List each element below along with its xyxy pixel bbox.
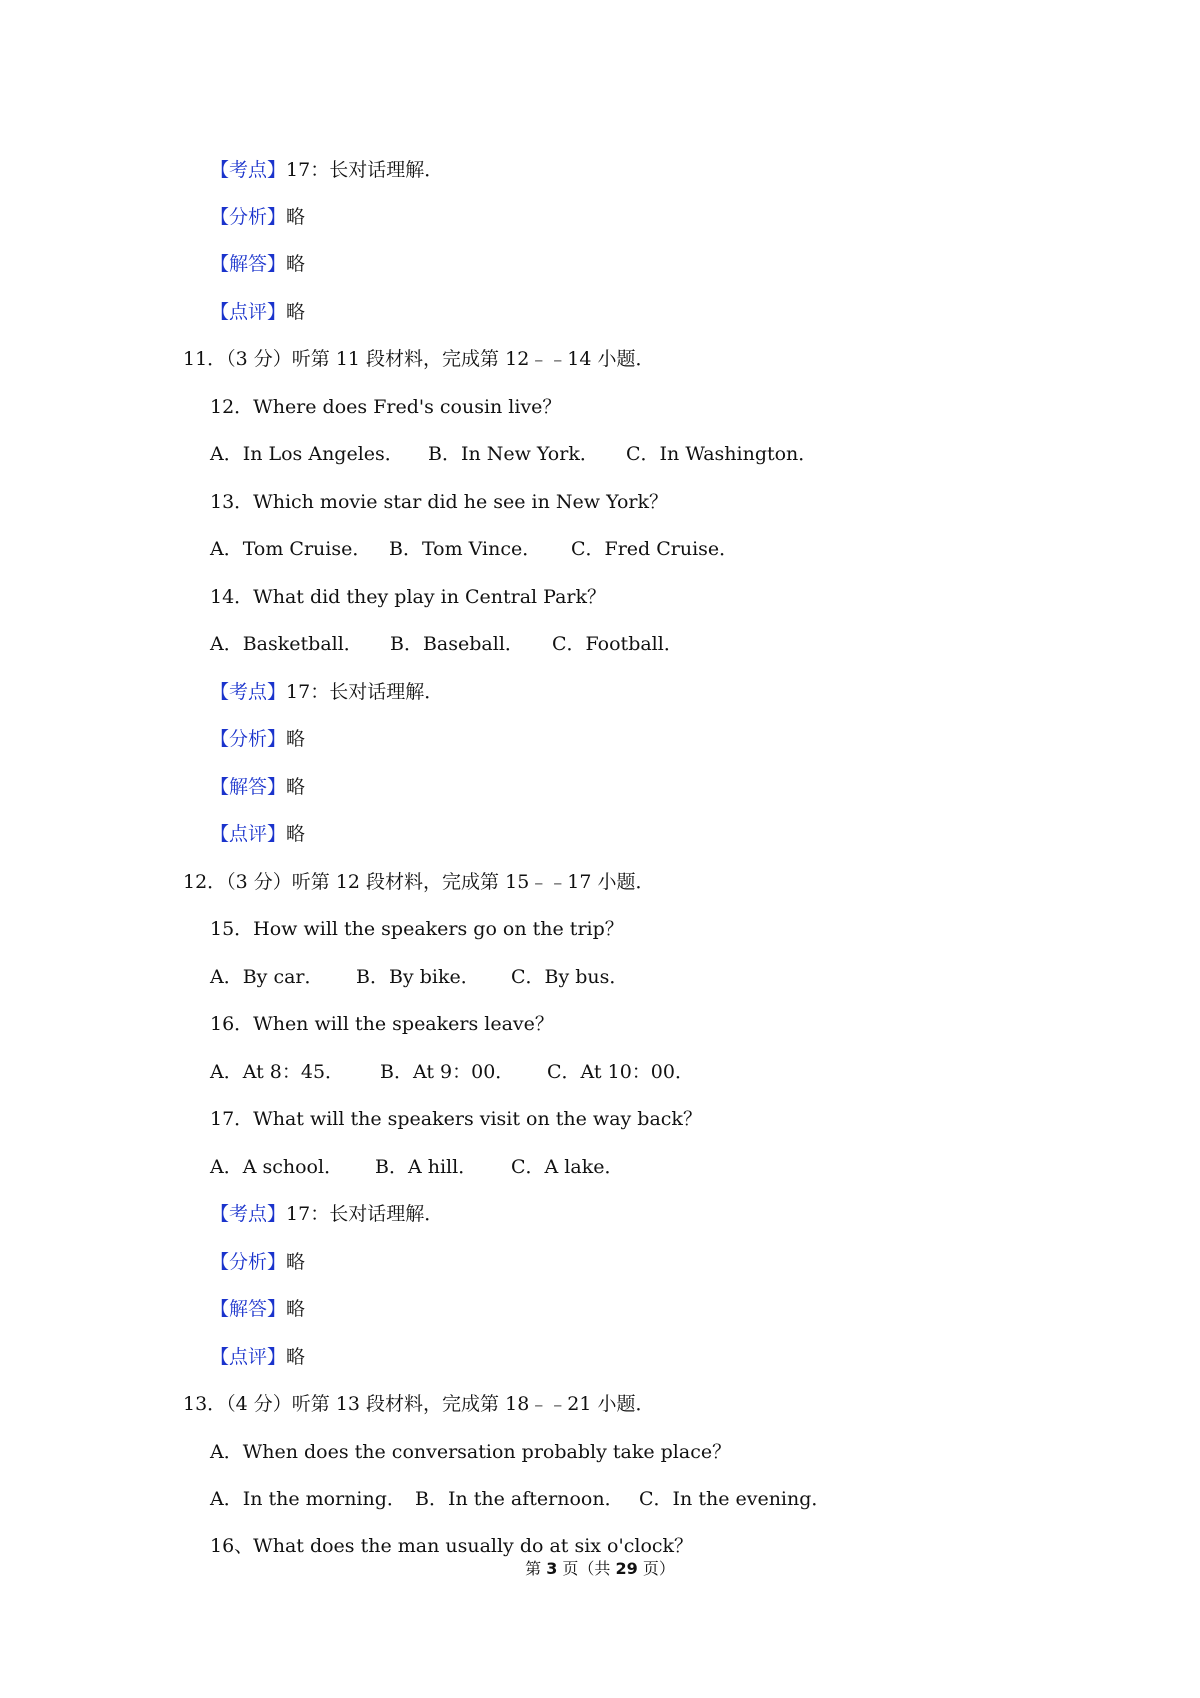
dianping-tag: 【点评】 — [210, 301, 287, 323]
sub-question: 12．Where does Fred's cousin live？ — [210, 396, 562, 418]
kaodian-line — [210, 680, 443, 704]
fenxi-tag: 【分析】 — [210, 206, 287, 228]
option-c: C．In Washington． — [626, 443, 818, 465]
jieda-text: 略 — [286, 1298, 306, 1320]
options-row — [210, 537, 738, 561]
option-a: A．Tom Cruise． — [210, 538, 372, 560]
option-b: B．In New York． — [428, 443, 599, 465]
sub-question: 16、What does the man usually do at six o'clock？ — [210, 1535, 694, 1557]
jieda-text: 略 — [286, 253, 306, 275]
dianping-tag: 【点评】 — [210, 823, 287, 845]
fenxi-line — [210, 205, 305, 229]
option-c: C．Fred Cruise． — [571, 538, 739, 560]
option-c: C．A lake． — [511, 1156, 624, 1178]
option-b: B．At 9：00． — [380, 1061, 515, 1083]
kaodian-text: 17：长对话理解． — [286, 681, 444, 703]
option-b: B．Tom Vince． — [389, 538, 542, 560]
kaodian-line — [210, 158, 443, 182]
dianping-text: 略 — [286, 823, 306, 845]
fenxi-text: 略 — [286, 728, 306, 750]
options-row — [210, 632, 683, 656]
footer-suffix: 页） — [637, 1559, 675, 1578]
option-c: C．By bus． — [511, 966, 629, 988]
jieda-line — [210, 252, 305, 276]
fenxi-line — [210, 727, 305, 751]
fenxi-text: 略 — [286, 1251, 306, 1273]
options-row — [210, 442, 817, 466]
footer-prefix: 第 — [525, 1559, 547, 1578]
footer-page-number: 3 — [546, 1559, 558, 1578]
option-c: C．At 10：00． — [547, 1061, 694, 1083]
question-header: 13．（4 分）听第 13 段材料，完成第 18﹣﹣21 小题． — [183, 1393, 655, 1415]
sub-question: 17．What will the speakers visit on the way back？ — [210, 1108, 702, 1130]
jieda-line — [210, 1297, 305, 1321]
option-a: A．A school． — [210, 1156, 344, 1178]
sub-question: 15．How will the speakers go on the trip？ — [210, 918, 624, 940]
options-row — [210, 965, 628, 989]
sub-question: 16．When will the speakers leave？ — [210, 1013, 554, 1035]
kaodian-text: 17：长对话理解． — [286, 1203, 444, 1225]
fenxi-tag: 【分析】 — [210, 728, 287, 750]
option-a: A．Basketball． — [210, 633, 363, 655]
fenxi-text: 略 — [286, 206, 306, 228]
option-b: B．Baseball． — [390, 633, 524, 655]
option-a: A．By car． — [210, 966, 324, 988]
dianping-line — [210, 1345, 305, 1369]
kaodian-text: 17：长对话理解． — [286, 159, 444, 181]
dianping-line — [210, 822, 305, 846]
kaodian-tag: 【考点】 — [210, 159, 287, 181]
jieda-tag: 【解答】 — [210, 776, 287, 798]
footer-total-pages: 29 — [615, 1559, 638, 1578]
dianping-text: 略 — [286, 1346, 306, 1368]
jieda-tag: 【解答】 — [210, 1298, 287, 1320]
kaodian-tag: 【考点】 — [210, 681, 287, 703]
sub-question: 13．Which movie star did he see in New York？ — [210, 491, 669, 513]
dianping-tag: 【点评】 — [210, 1346, 287, 1368]
jieda-text: 略 — [286, 776, 306, 798]
options-row — [210, 1060, 694, 1084]
option-b: B．In the afternoon． — [415, 1488, 624, 1510]
jieda-tag: 【解答】 — [210, 253, 287, 275]
page-footer — [0, 1556, 1200, 1579]
kaodian-line — [210, 1202, 443, 1226]
sub-question: A．When does the conversation probably take place？ — [210, 1441, 732, 1463]
options-row — [210, 1155, 623, 1179]
option-b: B．By bike． — [356, 966, 480, 988]
kaodian-tag: 【考点】 — [210, 1203, 287, 1225]
fenxi-tag: 【分析】 — [210, 1251, 287, 1273]
option-a: A．In the morning． — [210, 1488, 406, 1510]
footer-middle: 页（共 — [557, 1559, 616, 1578]
sub-question: 14．What did they play in Central Park？ — [210, 586, 607, 608]
options-row — [210, 1487, 830, 1511]
jieda-line — [210, 775, 305, 799]
option-a: A．At 8：45． — [210, 1061, 345, 1083]
option-a: A．In Los Angeles． — [210, 443, 404, 465]
option-c: C．Football． — [552, 633, 683, 655]
fenxi-line — [210, 1250, 305, 1274]
dianping-text: 略 — [286, 301, 306, 323]
question-header: 12．（3 分）听第 12 段材料，完成第 15﹣﹣17 小题． — [183, 871, 655, 893]
option-b: B．A hill． — [375, 1156, 478, 1178]
option-c: C．In the evening． — [639, 1488, 831, 1510]
dianping-line — [210, 300, 305, 324]
question-header: 11．（3 分）听第 11 段材料，完成第 12﹣﹣14 小题． — [183, 348, 655, 370]
